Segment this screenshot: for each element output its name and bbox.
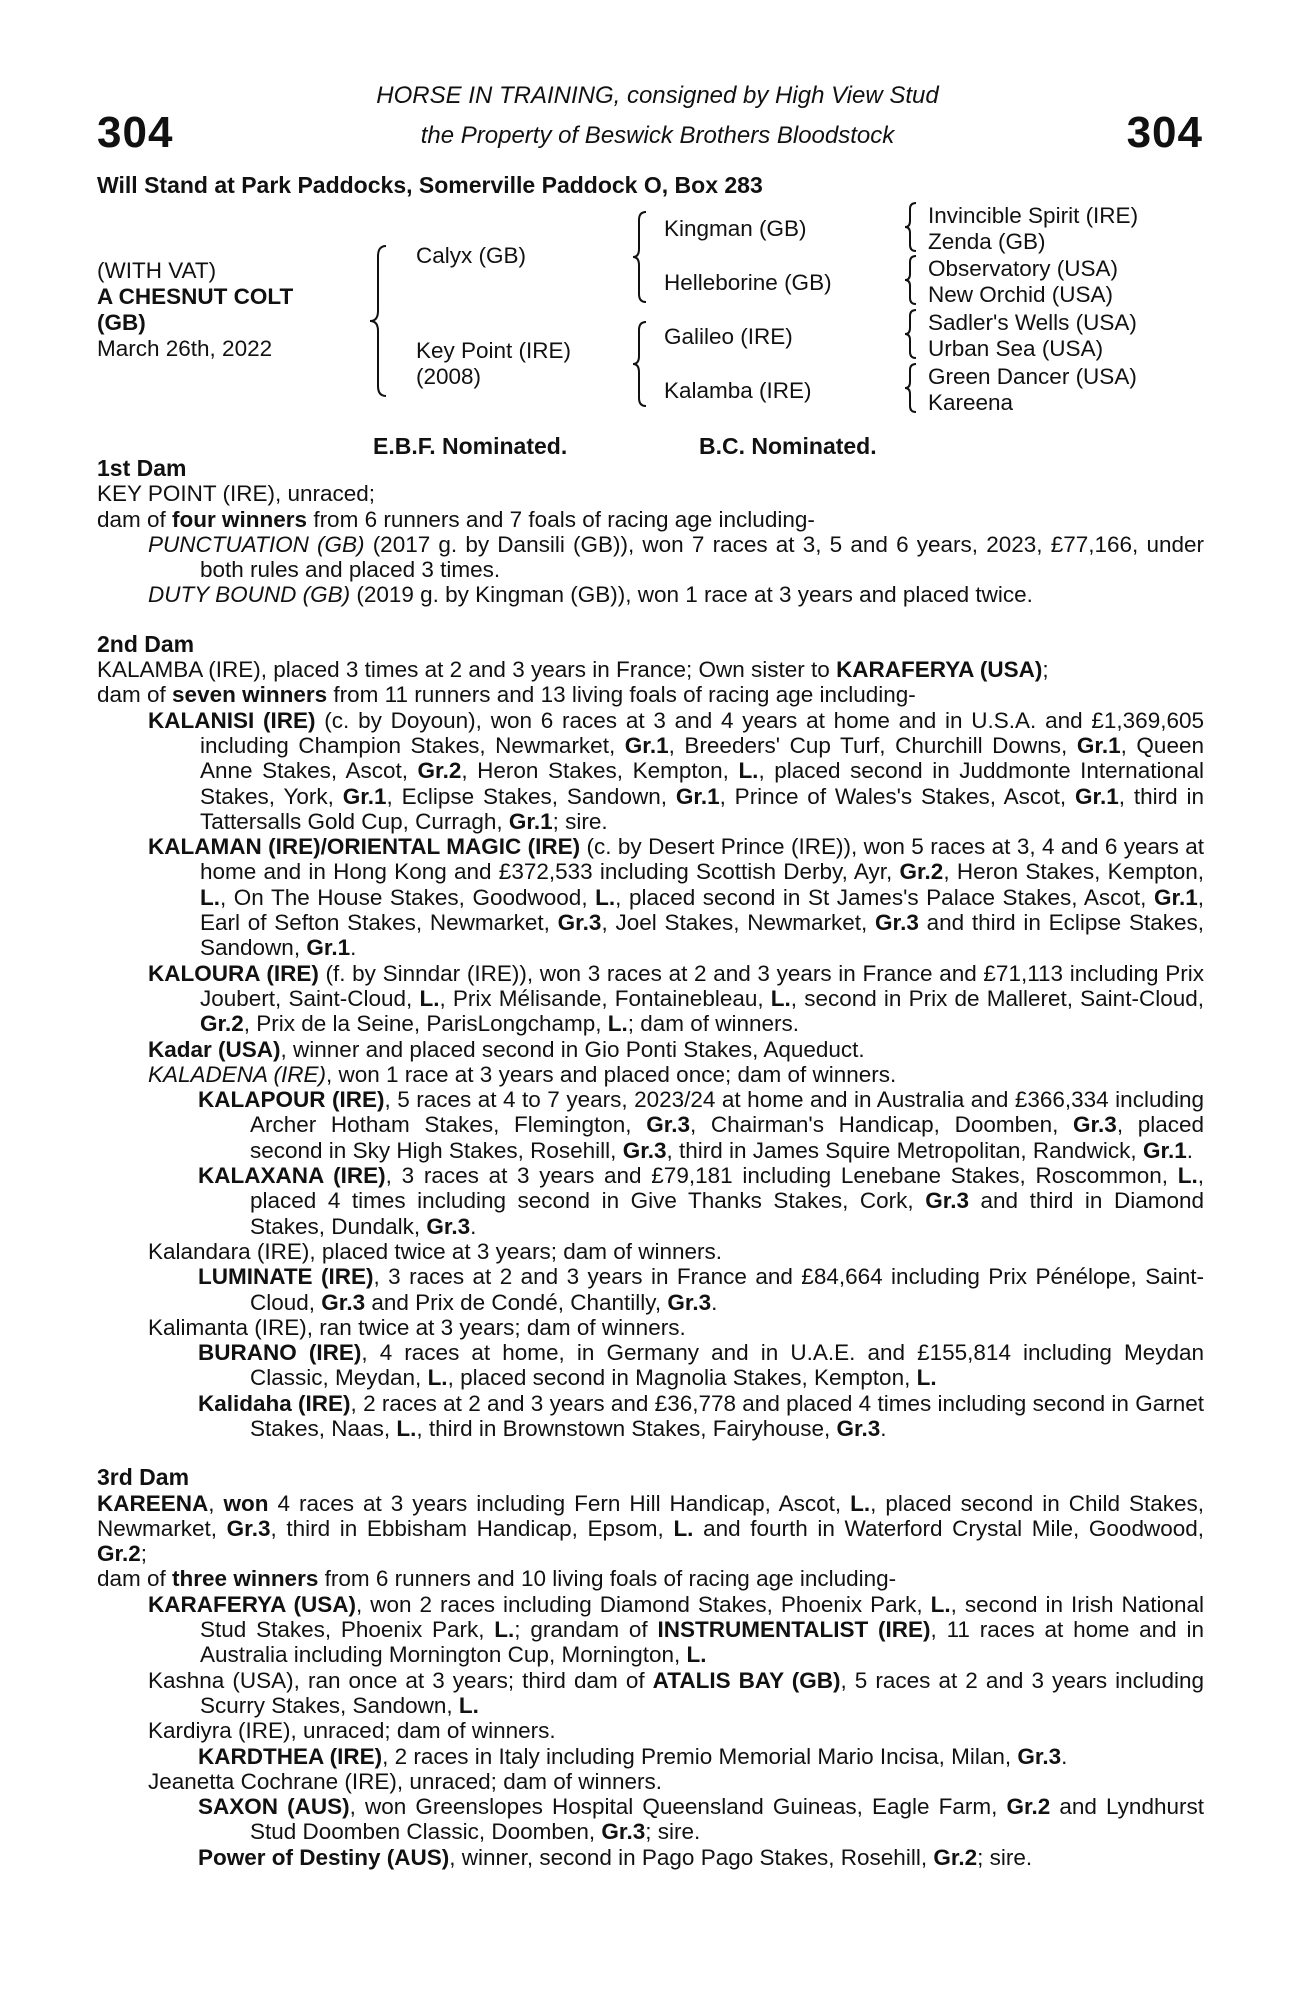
bold-run: Gr.3	[226, 1515, 271, 1541]
text-run: ; dam of winners.	[627, 1011, 800, 1037]
bold-run: Gr.3	[601, 1819, 646, 1845]
bold-run: Gr.2	[200, 1011, 244, 1037]
bold-run: Gr.1	[508, 808, 553, 834]
text-run: Kalimanta (IRE), ran twice at 3 years; dam of winners.	[148, 1314, 686, 1340]
bold-run: Gr.1	[342, 783, 387, 809]
bold-run: Gr.1	[1074, 783, 1119, 809]
bold-run: KALAPOUR (IRE)	[198, 1087, 385, 1113]
bold-run: SAXON (AUS)	[198, 1794, 350, 1820]
text-run: , third in Tattersalls Gold Cup, Curragh,	[200, 783, 1204, 834]
text-run: , won 2 races including Diamond Stakes, Phoenix Park,	[356, 1591, 931, 1617]
bold-run: KALOURA (IRE)	[148, 960, 319, 986]
bold-run: KAREENA	[97, 1490, 209, 1516]
third-dam-produce-line	[97, 1566, 1204, 1591]
text-run: , On The House Stakes, Goodwood,	[220, 884, 596, 910]
bold-run: INSTRUMENTALIST (IRE)	[657, 1617, 931, 1643]
bold-run: L.	[419, 985, 440, 1011]
bold-run: Kalidaha (IRE)	[198, 1390, 351, 1416]
first-dam-line: KEY POINT (IRE), unraced;	[97, 481, 376, 507]
first-dam-heading: 1st Dam	[97, 455, 187, 481]
text-run: , Breeders' Cup Turf, Churchill Downs,	[668, 732, 1077, 758]
text-run: .	[1061, 1743, 1068, 1769]
bold-run: L.	[916, 1365, 937, 1391]
text-run: , 2 races in Italy including Premio Memorial Mario Incisa, Milan,	[382, 1743, 1018, 1769]
bold-run: L.	[494, 1617, 515, 1643]
text-run: .	[711, 1289, 718, 1315]
text-run: Kashna (USA), ran once at 3 years; third dam of	[148, 1667, 653, 1693]
property-line: the Property of Beswick Brothers Bloodstock	[420, 122, 895, 149]
bold-run: Gr.2	[933, 1844, 978, 1870]
bold-run: L.	[686, 1642, 707, 1668]
text-run: and fourth in Waterford Crystal Mile, Goodwood,	[693, 1515, 1204, 1541]
text-run: , Prix de la Seine, ParisLongchamp,	[243, 1011, 608, 1037]
bold-run: L.	[200, 884, 220, 910]
text-run: ,	[208, 1490, 224, 1516]
foaling-date: March 26th, 2022	[97, 336, 273, 361]
ancestor-5: Sadler's Wells (USA)	[928, 310, 1137, 335]
text-run: and Lyndhurst Stud Doomben Classic, Doomben,	[250, 1794, 1204, 1845]
produce-entry	[97, 1239, 1204, 1264]
bold-run: Kadar (USA)	[148, 1036, 281, 1062]
ancestor-6: Urban Sea (USA)	[928, 336, 1104, 361]
sire-sire: Kingman (GB)	[664, 216, 807, 241]
bold-run: Gr.3	[557, 910, 602, 936]
vat-note: (WITH VAT)	[97, 258, 217, 283]
text-run: , Chairman's Handicap, Doomben,	[690, 1112, 1074, 1138]
text-run: ; sire.	[552, 808, 608, 834]
text-run: , Queen Anne Stakes, Ascot,	[200, 732, 1204, 784]
text-run: from 6 runners and 10 living foals of racing age including-	[318, 1566, 897, 1592]
bold-run: L.	[595, 884, 616, 910]
second-dam-heading: 2nd Dam	[97, 630, 195, 657]
bold-run: three winners	[172, 1566, 319, 1592]
produce-entry	[97, 1315, 1204, 1340]
produce-entry	[97, 1163, 1204, 1239]
ancestor-4: New Orchid (USA)	[928, 282, 1114, 307]
text-run: , winner, second in Pago Pago Stakes, Rosehill,	[449, 1844, 934, 1870]
produce-entry	[97, 1037, 1204, 1062]
text-run: ; sire.	[977, 1844, 1033, 1870]
produce-entry	[97, 1769, 1204, 1794]
bold-run: Gr.1	[1153, 884, 1198, 910]
text-run: , Prix Mélisande, Fontainebleau,	[439, 985, 771, 1011]
bold-run: KALAXANA (IRE)	[198, 1163, 386, 1189]
bold-run: LUMINATE (IRE)	[198, 1264, 374, 1290]
bold-run: Gr.1	[624, 732, 669, 758]
text-run: (f. by Sinndar (IRE)), won 3 races at 2 and 3 years in France and £71,113 including Prix Joubert, Saint-Cloud,	[200, 960, 1204, 1011]
produce-entry	[97, 834, 1204, 960]
text-run: , 11 races at home and in Australia including Mornington Cup, Mornington,	[200, 1617, 1204, 1668]
ancestor-7: Green Dancer (USA)	[928, 364, 1137, 389]
sire: Calyx (GB)	[416, 243, 527, 268]
consignment-line: HORSE IN TRAINING, consigned by High View Stud	[376, 82, 939, 109]
bold-run: Gr.3	[646, 1112, 690, 1138]
horse-name: A CHESNUT COLT	[97, 284, 294, 309]
produce-entry	[97, 1340, 1204, 1391]
bold-run: L.	[850, 1490, 871, 1516]
text-run: .	[470, 1213, 477, 1239]
produce-entry	[97, 1845, 1204, 1870]
bold-run: L.	[930, 1591, 951, 1617]
pedigree-bracket-dam	[633, 322, 649, 406]
dam-year: (2008)	[416, 364, 482, 389]
text-run: , second in Prix de Malleret, Saint-Cloud,	[790, 985, 1204, 1011]
third-dam-line	[97, 1491, 1204, 1567]
text-run: (c. by Doyoun), won 6 races at 3 and 4 years at home and in U.S.A. and £1,369,605 including Champion Stakes, Newmarket,	[200, 707, 1204, 758]
text-run: , won 1 race at 3 years and placed once; dam of winners.	[325, 1061, 897, 1087]
bold-run: L.	[673, 1515, 694, 1541]
bold-run: Gr.2	[97, 1541, 141, 1567]
text-run: ; grandam of	[514, 1617, 658, 1643]
produce-entry	[97, 961, 1204, 1037]
bold-run: Gr.1	[1076, 732, 1121, 758]
produce-entry	[97, 708, 1204, 834]
text-run: , Earl of Sefton Stakes, Newmarket,	[200, 884, 1205, 936]
produce-entry	[97, 1794, 1204, 1845]
text-run: dam of	[97, 1566, 173, 1592]
ancestor-8: Kareena	[928, 390, 1014, 415]
bold-run: Gr.3	[667, 1289, 712, 1315]
produce-entry: DUTY BOUND (GB) (2019 g. by Kingman (GB)), won 1 race at 3 years and placed twice.	[148, 582, 1033, 608]
ebf-nomination: E.B.F. Nominated.	[373, 433, 568, 459]
lot-number-right: 304	[1126, 108, 1203, 157]
bold-run: Gr.2	[899, 859, 944, 885]
text-run: , 2 races at 2 and 3 years and £36,778 and placed 4 times including second in Garnet Stakes, Naas,	[250, 1390, 1204, 1441]
produce-entry	[97, 1087, 1204, 1163]
text-run: and third in Diamond Stakes, Dundalk,	[250, 1188, 1204, 1239]
bold-run: Gr.3	[925, 1188, 969, 1214]
bold-run: L.	[458, 1692, 479, 1718]
text-run: , third in Brownstown Stakes, Fairyhouse,	[416, 1415, 837, 1441]
bold-run: Gr.3	[1073, 1112, 1117, 1138]
bold-run: L.	[738, 758, 759, 784]
text-run: , placed 4 times including second in Give Thanks Stakes, Cork,	[250, 1163, 1204, 1214]
text-run: ;	[140, 1541, 148, 1567]
third-dam-heading: 3rd Dam	[97, 1464, 190, 1491]
text-run: , third in Ebbisham Handicap, Epsom,	[270, 1515, 674, 1541]
text-run: .	[1186, 1137, 1193, 1163]
bold-run: Gr.1	[1142, 1137, 1187, 1163]
bold-run: L.	[1177, 1163, 1198, 1189]
text-run: , Heron Stakes, Kempton,	[461, 758, 739, 784]
text-run: .	[880, 1415, 887, 1441]
text-run: , placed second in St James's Palace Stakes, Ascot,	[615, 884, 1154, 910]
bold-run: L.	[770, 985, 791, 1011]
pedigree-bracket-g34	[905, 256, 919, 304]
catalogue-body	[97, 456, 1204, 1870]
text-run: , Prince of Wales's Stakes, Ascot,	[719, 783, 1075, 809]
text-run: Kardiyra (IRE), unraced; dam of winners.	[148, 1718, 556, 1744]
sire-dam: Helleborine (GB)	[664, 270, 832, 295]
bold-run: Gr.3	[426, 1213, 471, 1239]
produce-entry	[97, 1668, 1204, 1719]
italic-run: KALADENA (IRE)	[148, 1061, 326, 1087]
produce-entry: PUNCTUATION (GB) (2017 g. by Dansili (GB)), won 7 races at 3, 5 and 6 years, 2023, £77,166, under both rules and placed 3 times.	[148, 531, 1205, 583]
pedigree-bracket-g56	[905, 310, 919, 358]
text-run: (c. by Desert Prince (IRE)), won 5 races at 3, 4 and 6 years at home and in Hong Kong and £372,533 including Scottish Derby, Ayr,	[200, 834, 1204, 885]
dam: Key Point (IRE)	[416, 338, 572, 363]
bold-run: KARDTHEA (IRE)	[198, 1743, 383, 1769]
bold-run: Gr.3	[321, 1289, 366, 1315]
pedigree-bracket-g78	[905, 364, 919, 412]
bold-run: ATALIS BAY (GB)	[652, 1667, 841, 1693]
ancestor-2: Zenda (GB)	[928, 229, 1046, 254]
text-run: and Prix de Condé, Chantilly,	[365, 1289, 668, 1315]
bold-run: Gr.2	[417, 758, 462, 784]
produce-entry	[97, 1592, 1204, 1668]
bold-run: Gr.1	[675, 783, 720, 809]
text-run: and third in Eclipse Stakes, Sandown,	[200, 910, 1204, 961]
text-run: , placed second in Magnolia Stakes, Kempton,	[447, 1365, 917, 1391]
text-run: , 3 races at 2 and 3 years in France and £84,664 including Prix Pénélope, Saint-Cloud,	[250, 1264, 1204, 1315]
dam-sire: Galileo (IRE)	[664, 324, 793, 349]
text-run: 4 races at 3 years including Fern Hill Handicap, Ascot,	[268, 1490, 851, 1516]
bold-run: Gr.3	[875, 910, 919, 936]
lot-number-left: 304	[97, 108, 174, 157]
text-run: .	[350, 935, 357, 961]
bold-run: KALAMAN (IRE)/ORIENTAL MAGIC (IRE)	[148, 834, 581, 860]
text-run: ; sire.	[645, 1819, 701, 1845]
text-run: , third in James Squire Metropolitan, Randwick,	[666, 1137, 1143, 1163]
bold-run: KARAFERYA (USA)	[148, 1591, 356, 1617]
pedigree-bracket-g12	[905, 203, 919, 251]
pedigree-bracket-sire	[633, 212, 649, 302]
horse-origin: (GB)	[97, 310, 146, 335]
text-run: , 4 races at home, in Germany and in U.A.E. and £155,814 including Meydan Classic, Meydan,	[250, 1340, 1205, 1391]
bold-run: L.	[427, 1365, 448, 1391]
text-run: Kalandara (IRE), placed twice at 3 years; dam of winners.	[148, 1238, 723, 1264]
text-run: , Eclipse Stakes, Sandown,	[386, 783, 676, 809]
produce-entry	[97, 1718, 1204, 1743]
text-run: , winner and placed second in Gio Ponti Stakes, Aqueduct.	[280, 1036, 865, 1062]
produce-entry	[97, 1062, 1204, 1087]
text-run: , 5 races at 4 to 7 years, 2023/24 at home and in Australia and £366,334 including Archer Hotham Stakes, Flemington,	[250, 1087, 1205, 1138]
bold-run: won	[223, 1490, 269, 1516]
bold-run: BURANO (IRE)	[198, 1340, 362, 1366]
ancestor-3: Observatory (USA)	[928, 256, 1119, 281]
text-run: , placed second in Sky High Stakes, Rosehill,	[250, 1112, 1205, 1163]
second-dam-line: KALAMBA (IRE), placed 3 times at 2 and 3 years in France; Own sister to KARAFERYA (USA);	[97, 657, 1049, 683]
bold-run: KALANISI (IRE)	[148, 707, 316, 733]
bold-run: Gr.1	[306, 935, 351, 961]
bold-run: L.	[607, 1011, 628, 1037]
ancestor-1: Invincible Spirit (IRE)	[928, 203, 1139, 228]
bc-nomination: B.C. Nominated.	[699, 433, 877, 459]
pedigree-bracket-main	[370, 246, 390, 396]
text-run: , second in Irish National Stud Stakes, Phoenix Park,	[200, 1591, 1204, 1643]
second-dam-produce-line: dam of seven winners from 11 runners and 13 living foals of racing age including-	[97, 682, 916, 708]
bold-run: Gr.2	[1006, 1794, 1051, 1820]
text-run: , won Greenslopes Hospital Queensland Guineas, Eagle Farm,	[349, 1794, 1007, 1820]
first-dam-produce-line: dam of four winners from 6 runners and 7 foals of racing age including-	[97, 506, 815, 532]
bold-run: L.	[396, 1415, 417, 1441]
text-run: , 5 races at 2 and 3 years including Scurry Stakes, Sandown,	[200, 1667, 1204, 1718]
text-run: , 3 races at 3 years and £79,181 including Lenebane Stakes, Roscommon,	[385, 1163, 1178, 1189]
produce-entry	[97, 1744, 1204, 1769]
bold-run: Gr.3	[622, 1137, 667, 1163]
bold-run: Gr.3	[836, 1415, 881, 1441]
text-run: Jeanetta Cochrane (IRE), unraced; dam of winners.	[148, 1768, 663, 1794]
produce-entry	[97, 1264, 1204, 1315]
bold-run: Gr.3	[1017, 1743, 1062, 1769]
dam-dam: Kalamba (IRE)	[664, 378, 812, 403]
text-run: , placed second in Juddmonte International Stakes, York,	[200, 758, 1204, 809]
text-run: , Joel Stakes, Newmarket,	[601, 910, 876, 936]
text-run: , placed second in Child Stakes, Newmarket,	[97, 1490, 1205, 1541]
produce-entry	[97, 1391, 1204, 1442]
location-line: Will Stand at Park Paddocks, Somerville Paddock O, Box 283	[97, 172, 763, 198]
bold-run: Power of Destiny (AUS)	[198, 1844, 450, 1870]
text-run: , Heron Stakes, Kempton,	[943, 859, 1204, 885]
